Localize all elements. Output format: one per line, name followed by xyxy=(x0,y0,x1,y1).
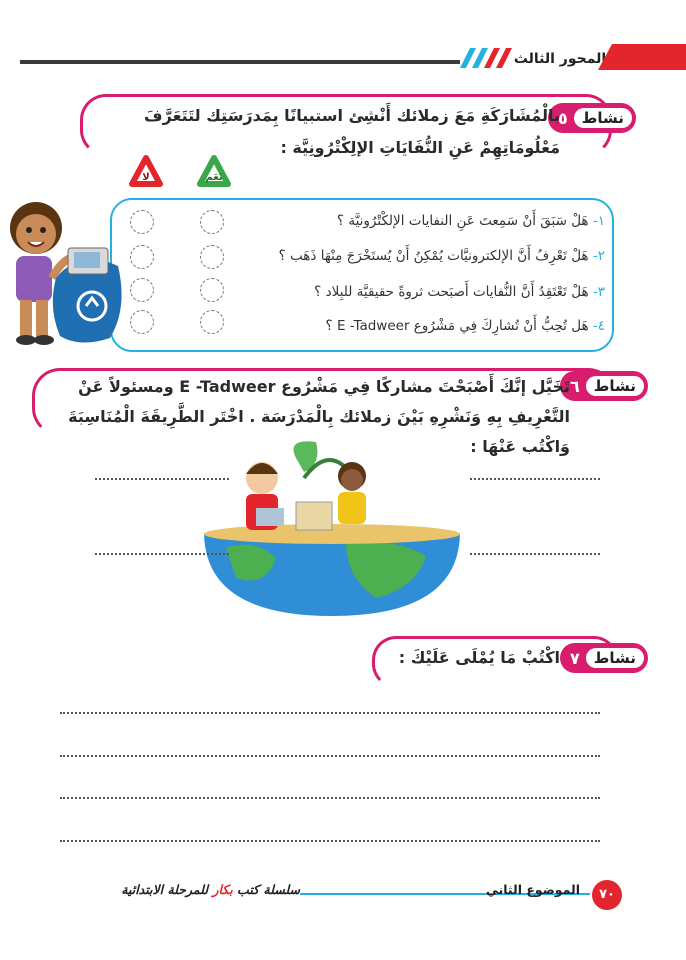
activity-label: نشاط xyxy=(586,376,644,396)
survey-question xyxy=(240,213,605,229)
answer-yes-circle[interactable] xyxy=(200,278,224,302)
series-brand: بكار xyxy=(212,882,233,897)
answer-line[interactable] xyxy=(95,553,229,555)
header-stripes xyxy=(458,48,518,68)
answer-no-circle[interactable] xyxy=(130,210,154,234)
answer-line[interactable] xyxy=(470,478,600,480)
question-text: هَلْ تَعْرِفُ أَنَّ الإلكترونيَّات يُمْكِنُ أَنْ يُستَخْرَجَ مِنْهَا ذَهَب ؟ xyxy=(278,248,589,264)
answer-yes-circle[interactable] xyxy=(200,210,224,234)
activity6-badge xyxy=(560,371,648,401)
activity-number: ٦ xyxy=(570,376,580,396)
page-title: المحور الثالث xyxy=(513,51,607,67)
question-text: هَلْ تَعْتَقِدُ أَنَّ النُّفايات أَصبَحت ثروةً حقيقيَّة للبِلاد ؟ xyxy=(314,284,589,300)
question-number: ٤- xyxy=(592,318,605,334)
question-number: ١- xyxy=(592,213,605,229)
activity-label: نشاط xyxy=(574,108,632,128)
topic-label: الموضوع الثاني xyxy=(485,882,580,897)
survey-question xyxy=(240,318,605,334)
activity5-badge xyxy=(548,103,636,133)
activity7-badge xyxy=(560,643,648,673)
question-number: ٢- xyxy=(592,248,605,264)
activity5-prompt: بالْمُشَارَكَةِ مَعَ زملائك أَنْشِئ استبيانًا بِمَدرَسَتِك لتَتَعَرَّفَ مَعْلُومَاتِهِمْ عَنِ النُّفَايَاتِ الإلِكْتْرُونِيَّة : xyxy=(144,106,560,157)
activity-label: نشاط xyxy=(586,648,644,668)
page-number: ٧٠ xyxy=(592,880,622,910)
answer-line[interactable] xyxy=(95,478,229,480)
answer-line[interactable] xyxy=(470,553,600,555)
series-post: للمرحلة الابتدائية xyxy=(121,882,209,897)
dictation-line[interactable] xyxy=(60,840,600,842)
header-rule xyxy=(20,60,460,64)
earth-kids-illustration xyxy=(196,438,468,618)
header-accent xyxy=(612,44,686,70)
dictation-line[interactable] xyxy=(60,712,600,714)
survey-question xyxy=(240,284,605,300)
answer-no-circle[interactable] xyxy=(130,310,154,334)
boy-recycling-illustration xyxy=(0,188,130,348)
dictation-line[interactable] xyxy=(60,755,600,757)
survey-question xyxy=(240,248,605,264)
question-text: هَلْ سَبَقَ أَنْ سَمِعتَ عَنِ النفايات الإلكْتْرُونيَّة ؟ xyxy=(336,213,589,229)
answer-yes-circle[interactable] xyxy=(200,245,224,269)
answer-no-circle[interactable] xyxy=(130,278,154,302)
question-number: ٣- xyxy=(592,284,605,300)
series-pre: سلسلة كتب xyxy=(237,882,300,897)
dictation-line[interactable] xyxy=(60,797,600,799)
activity7-prompt: اكْتُبْ مَا يُمْلَى عَلَيْكَ : xyxy=(398,648,560,667)
yes-label: نَعَم xyxy=(205,172,223,183)
series-title xyxy=(40,882,300,897)
no-label: لا xyxy=(142,172,150,183)
answer-no-circle[interactable] xyxy=(130,245,154,269)
question-text: هَل تُحِبُّ أَنْ تُشارِكَ فِي مَشْرُوع E -Tadweer ؟ xyxy=(325,318,589,334)
activity-number: ٥ xyxy=(558,108,568,128)
activity6-prompt: تَخَيَّل إنَّكَ أَصْبَحْتَ مشاركًا فِي مَشْرُوع E -Tadweer ومسئولاً عَنْ التَّعْرِيفِ بِهِ وَنَشْرِهِ بَيْنَ زملائك بِالْمَدْرَسَة . اخْتَر الطَّرِيقَةَ الْمُنَاسِبَةَ وَاكْتُب عَنْهَا : xyxy=(68,377,570,456)
answer-yes-circle[interactable] xyxy=(200,310,224,334)
activity-number: ٧ xyxy=(570,648,580,668)
